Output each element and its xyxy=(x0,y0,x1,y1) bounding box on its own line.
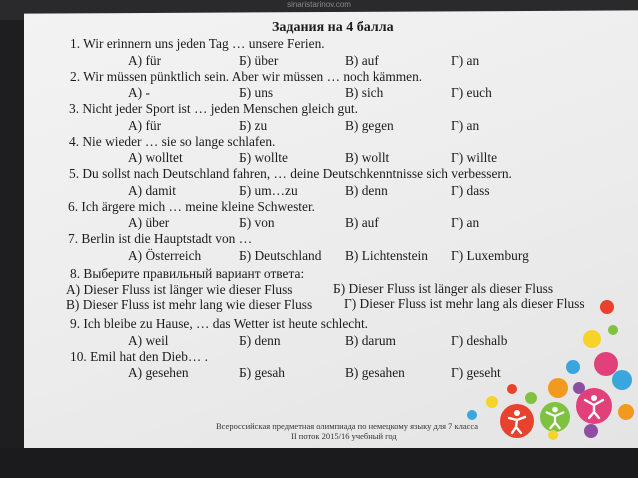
question-2-option-d: Г) euch xyxy=(451,85,492,100)
question-9-option-c: В) darum xyxy=(345,332,396,348)
question-4-text: 4. Nie wieder … sie so lange schlafen. xyxy=(69,133,276,149)
question-8-option-d: Г) Dieser Fluss ist mehr lang als dieser Fluss xyxy=(344,296,585,311)
question-6-option-b: Б) von xyxy=(239,215,275,230)
question-5-option-d: Г) dass xyxy=(451,182,490,198)
question-6-option-c: В) auf xyxy=(345,215,379,230)
footer-line-1: Всероссийская предметная олимпиада по немецкому языку для 7 класса xyxy=(216,421,479,431)
question-3-option-d: Г) an xyxy=(451,117,480,133)
question-2-option-b: Б) uns xyxy=(239,85,274,100)
question-3-option-c: В) gegen xyxy=(345,117,394,133)
logo-dot xyxy=(583,330,601,348)
question-7-option-c: В) Lichtenstein xyxy=(345,247,428,263)
question-10-option-c: В) gesahen xyxy=(345,365,405,380)
question-7-option-d: Г) Luxemburg xyxy=(451,247,529,263)
question-6-option-a: А) über xyxy=(128,215,170,230)
question-5-option-a: А) damit xyxy=(128,182,176,198)
question-8-option-a: А) Dieser Fluss ist länger wie dieser Fluss xyxy=(66,282,293,297)
question-7-option-b: Б) Deutschland xyxy=(239,247,322,263)
question-5-option-b: Б) um…zu xyxy=(239,182,298,198)
person-figure-icon xyxy=(503,407,531,435)
question-4-option-a: А) wolltet xyxy=(128,150,183,165)
question-1-option-c: В) auf xyxy=(345,52,379,68)
logo-dot xyxy=(612,370,632,390)
person-figure-icon xyxy=(580,392,608,420)
question-2-option-a: А) - xyxy=(128,85,150,100)
question-10-option-a: А) gesehen xyxy=(128,365,189,380)
question-7-text: 7. Berlin ist die Hauptstadt von … xyxy=(68,231,253,246)
logo-dot xyxy=(486,396,498,408)
logo-dot xyxy=(566,360,580,374)
question-6-option-d: Г) an xyxy=(451,215,480,230)
logo-dot xyxy=(584,424,598,438)
footer-line-2: II поток 2015/16 учебный год xyxy=(291,431,397,441)
question-10-option-b: Б) gesah xyxy=(239,365,285,380)
logo-dot xyxy=(525,392,537,404)
page-title: Задания на 4 балла xyxy=(272,20,394,35)
question-6-text: 6. Ich ärgere mich … meine kleine Schwester. xyxy=(68,198,316,214)
person-figure-icon xyxy=(542,404,568,430)
question-8-option-b: Б) Dieser Fluss ist länger als dieser Fluss xyxy=(333,281,554,296)
question-1-option-b: Б) über xyxy=(239,52,279,68)
logo-dot xyxy=(600,300,614,314)
question-7-option-a: А) Österreich xyxy=(128,247,202,263)
bottom-bezel xyxy=(0,448,638,478)
question-3-text: 3. Nicht jeder Sport ist … jeden Menschen gleich gut. xyxy=(69,101,358,116)
question-2-text: 2. Wir müssen pünktlich sein. Aber wir müssen … noch kämmen. xyxy=(70,68,423,84)
logo-dot xyxy=(507,384,517,394)
question-10-option-d: Г) geseht xyxy=(451,365,501,380)
logo-dot xyxy=(548,378,568,398)
question-2-option-c: В) sich xyxy=(345,85,384,100)
question-8-text: 8. Выберите правильный вариант ответа: xyxy=(70,266,305,281)
logo-dot xyxy=(467,410,477,420)
question-9-option-a: А) weil xyxy=(128,332,169,348)
question-3-option-b: Б) zu xyxy=(239,117,268,133)
question-5-option-c: В) denn xyxy=(345,182,388,198)
question-9-option-b: Б) denn xyxy=(239,332,281,348)
question-9-option-d: Г) deshalb xyxy=(451,332,508,348)
logo-dot xyxy=(548,430,558,440)
source-url: sinaristarinov.com xyxy=(287,0,351,9)
question-9-text: 9. Ich bleibe zu Hause, … das Wetter ist heute schlecht. xyxy=(70,316,369,331)
question-10-text: 10. Emil hat den Dieb… . xyxy=(70,348,208,364)
question-4-option-d: Г) willte xyxy=(451,150,498,165)
question-3-option-a: А) für xyxy=(128,117,162,133)
logo-dot xyxy=(618,404,634,420)
question-8-option-c: В) Dieser Fluss ist mehr lang wie dieser Fluss xyxy=(66,297,313,312)
question-1-text: 1. Wir erinnern uns jeden Tag … unsere Ferien. xyxy=(70,36,325,51)
question-1-option-d: Г) an xyxy=(451,52,480,68)
question-4-option-b: Б) wollte xyxy=(239,150,288,165)
question-4-option-c: В) wollt xyxy=(345,150,390,165)
logo-dot xyxy=(608,325,618,335)
question-5-text: 5. Du sollst nach Deutschland fahren, … deine Deutschkenntnisse sich verbessern. xyxy=(69,166,512,181)
question-1-option-a: А) für xyxy=(128,52,162,68)
